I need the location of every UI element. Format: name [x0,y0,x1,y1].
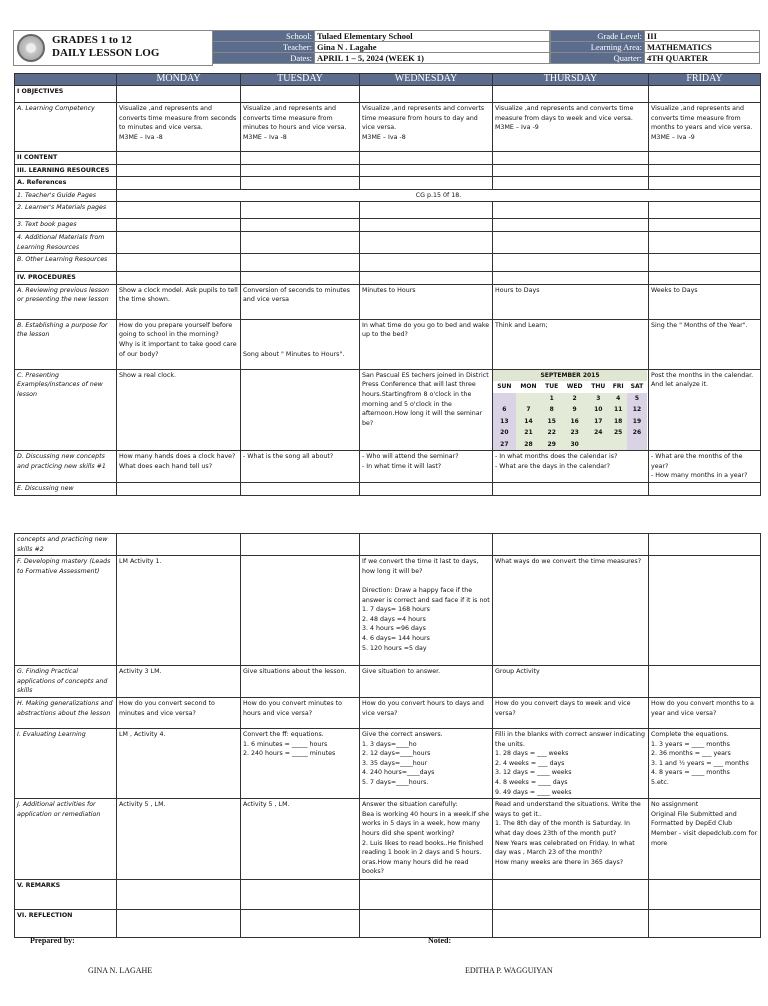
table-row [15,231,761,253]
calendar-day: 25 [609,427,626,439]
calendar-day: 1 [541,393,562,405]
calendar-day: 19 [627,416,647,428]
row-label: F. Developing mastery (Leads to Formative Assessment) [15,556,117,666]
cell-tuesday [241,880,360,910]
cell-friday [649,254,761,272]
calendar-day: 4 [609,393,626,405]
log-header [13,30,760,66]
cell-tuesday [241,369,360,451]
cell-tuesday [241,164,360,177]
row-label: H. Making generalizations and abstractions about the lesson [15,697,117,728]
cell-wednesday: Minutes to Hours [360,284,493,319]
cell-tuesday [241,202,360,219]
table-row [15,189,761,202]
table-row [15,202,761,219]
noted-label: Noted: [428,936,452,945]
lesson-table-page2 [14,533,761,938]
calendar-weekday: SUN [497,383,512,391]
cell-friday [649,202,761,219]
cell-monday [117,910,241,938]
calendar-day: 16 [562,416,587,428]
calendar-weekday: WED [566,383,583,391]
cell-thursday [493,272,649,285]
title-box [13,30,213,66]
calendar-weekday-row [493,381,647,393]
table-row [15,697,761,728]
calendar-day: 8 [541,404,562,416]
calendar [493,370,647,451]
table-row [15,799,761,880]
calendar-day: 20 [493,427,516,439]
cell-monday [117,152,241,165]
calendar-day: 15 [541,416,562,428]
cell-tuesday: Song about " Minutes to Hours". [241,319,360,369]
dates: APRIL 1 – 5, 2024 (WEEK 1) [315,53,550,64]
cell-friday: How do you convert months to a year and vice versa? [649,697,761,728]
calendar-day [587,439,609,451]
cell-thursday [493,534,649,556]
row-label: B. Other Learning Resources [15,254,117,272]
teacher-name: Gina N . Lagahe [315,42,550,53]
grade-level: III [645,31,760,42]
cell-monday [117,880,241,910]
cell-friday [649,152,761,165]
calendar-day: 17 [587,416,609,428]
calendar-day: 18 [609,416,626,428]
cell-monday: Show a clock model. Ask pupils to tell the time shown. [117,284,241,319]
calendar-day: 5 [627,393,647,405]
cell-wednesday: Give the correct answers. 1. 3 days=____ho 2. 12 days=____hours 3. 35 days=____hour 4. 240 hours=____days 5. 7 days=____hours. [360,728,493,798]
cell-wednesday: San Pascual ES techers joined in District Press Conference that will last three hours.Startingfrom 8 o'clock in the morning and 5 o'clock in the afternoon.How long it will the seminar be? [360,369,493,451]
cell-monday: LM Activity 1. [117,556,241,666]
cell-wednesday [360,534,493,556]
cell-tuesday: Convert the ff: equations. 1. 6 minutes = _____ hours 2. 240 hours = _____ minutes [241,728,360,798]
row-label: B. Establishing a purpose for the lesson [15,319,117,369]
cell-monday: How many hands does a clock have? What does each hand tell us? [117,451,241,483]
calendar-week-row [493,439,647,451]
calendar-day: 22 [541,427,562,439]
cell-monday [117,231,241,253]
cell-friday: Weeks to Days [649,284,761,319]
cell-tuesday: - What is the song all about? [241,451,360,483]
cell-tuesday [241,272,360,285]
cell-monday [117,177,241,190]
school-name: Tulaed Elementary School [315,31,550,42]
calendar-weekday: TUE [545,383,559,391]
quarter: 4TH QUARTER [645,53,760,64]
cell-friday: No assignment Original File Submitted and Formatted by DepEd Club Member - visit depedclub.com for more [649,799,761,880]
cell-tuesday: Visualize ,and represents and converts time measure from minutes to hours and vice versa. M3ME – Iva -8 [241,103,360,152]
calendar-day: 6 [493,404,516,416]
cell-friday [649,231,761,253]
cell-thursday [493,177,649,190]
row-label: A. Reviewing previous lesson or presenting the new lesson [15,284,117,319]
row-label: IV. PROCEDURES [15,272,117,285]
table-row [15,369,761,451]
row-label: 4. Additional Materials from Learning Resources [15,231,117,253]
cell-friday [649,556,761,666]
cell-wednesday: In what time do you go to bed and wake up to the bed? [360,319,493,369]
calendar-cell [493,369,649,451]
cell-wednesday [360,483,493,496]
row-label: A. References [15,177,117,190]
table-row [15,103,761,152]
cell-friday [649,534,761,556]
cell-thursday [493,483,649,496]
cell-friday: Visualize ,and represents and converts time measure from months to years and vice versa. M3ME – Iva -9 [649,103,761,152]
grade-info: Grade Level: III Learning Area: MATHEMATICS Quarter: 4TH QUARTER [550,30,760,64]
table-row [15,86,761,103]
row-label: A. Learning Competency [15,103,117,152]
day-header-thursday: THURSDAY [493,74,649,86]
cell-wednesday: Give situation to answer. [360,666,493,698]
cell-thursday [493,880,649,910]
cell-thursday: Filli in the blanks with correct answer indicating the units. 1. 28 days = ___ weeks 2. 4 weeks = ___ days 3. 12 days = ____ weeks 4. 8 weeks = ____ days 9. 49 days = ____ weeks [493,728,649,798]
cell-tuesday [241,556,360,666]
calendar-day: 13 [493,416,516,428]
cell-monday [117,86,241,103]
document-title: GRADES 1 to 12 DAILY LESSON LOG [52,34,160,59]
deped-seal-icon [17,34,45,62]
cell-thursday: - In what months does the calendar is? - What are the days in the calendar? [493,451,649,483]
calendar-day: 10 [587,404,609,416]
cell-wednesday: If we convert the time it last to days, how long it will be? Direction: Draw a happy face if the answer is correct and sad face if it is not 1. 7 days= 168 hours 2. 48 days =4 hours 3. 4 hours =96 days 4. 6 days= 144 hours 5. 120 hours =5 day [360,556,493,666]
table-row [15,284,761,319]
cell-monday [117,534,241,556]
day-header-wednesday: WEDNESDAY [360,74,493,86]
prepared-by-label: Prepared by: [30,936,75,945]
calendar-weekday: FRI [612,383,624,391]
cell-tuesday: How do you convert minutes to hours and vice versa? [241,697,360,728]
cell-friday: Post the months in the calendar. And let analyze it. [649,369,761,451]
cell-monday: Visualize ,and represents and converts time measure from seconds to minutes and vice versa. M3ME – Iva -8 [117,103,241,152]
calendar-title-row [493,370,647,382]
cell-friday [649,164,761,177]
cell-thursday: Group Activity [493,666,649,698]
cell-friday: Complete the equations. 1. 3 years = ____ months 2. 36 months = ___ years 3. 1 and ½ years = ___ months 4. 8 years = ____ months 5.etc. [649,728,761,798]
calendar-day: 26 [627,427,647,439]
row-label: 2. Learner's Materials pages [15,202,117,219]
calendar-day [627,439,647,451]
cell-monday [117,483,241,496]
cell-wednesday [360,254,493,272]
row-label: III. LEARNING RESOURCES [15,164,117,177]
day-header-row [15,74,761,86]
cell-tuesday [241,254,360,272]
cell-wednesday [360,272,493,285]
cell-wednesday: Answer the situation carefully: Bea is working 40 hours in a week.If she works in 5 days in a week, how many hours did she spent working? 2. Luis likes to read books..He finished reading 1 book in 2 days and 5 hours. oras.How many hours did he read books? [360,799,493,880]
calendar-day: 12 [627,404,647,416]
calendar-day: 23 [562,427,587,439]
cell-thursday: Think and Learn; [493,319,649,369]
school-info: School: Tulaed Elementary School Teacher: Gina N . Lagahe Dates: APRIL 1 – 5, 2024 (WEEK 1) [212,30,550,64]
cell-friday [649,483,761,496]
calendar-day: 2 [562,393,587,405]
calendar-day: 7 [516,404,542,416]
calendar-day: 9 [562,404,587,416]
row-label: I. Evaluating Learning [15,728,117,798]
cell-monday: Activity 3 LM. [117,666,241,698]
calendar-weekday: MON [520,383,537,391]
table-row [15,451,761,483]
table-row [15,254,761,272]
calendar-day: 27 [493,439,516,451]
cell-friday [649,272,761,285]
calendar-title: SEPTEMBER 2015 [493,370,647,382]
calendar-day: 14 [516,416,542,428]
cell-monday [117,202,241,219]
cell-friday: - What are the months of the year? - How many months in a year? [649,451,761,483]
table-row [15,666,761,698]
cell-monday: Activity 5 , LM. [117,799,241,880]
cell-friday: Sing the " Months of the Year". [649,319,761,369]
row-label: I OBJECTIVES [15,86,117,103]
learning-area: MATHEMATICS [645,42,760,53]
cell-tuesday [241,219,360,232]
calendar-day: 11 [609,404,626,416]
cell-friday [649,177,761,190]
cell-monday: Show a real clock. [117,369,241,451]
cell-wednesday: How do you convert hours to days and vice versa? [360,697,493,728]
cell-monday: How do you prepare yourself before going to school in the morning? Why is it important to take good care of our body? [117,319,241,369]
table-row [15,219,761,232]
table-row [15,319,761,369]
cell-wednesday [360,86,493,103]
cell-friday [649,880,761,910]
cell-thursday [493,254,649,272]
cell-wednesday [360,177,493,190]
cell-thursday: Visualize ,and represents and converts time measure from days to week and vice versa. M3ME – Iva -9 [493,103,649,152]
row-label: VI. REFLECTION [15,910,117,938]
row-label: 3. Text book pages [15,219,117,232]
cell-thursday [493,164,649,177]
cell-tuesday: Give situations about the lesson. [241,666,360,698]
cell-tuesday [241,231,360,253]
cell-monday [117,272,241,285]
noter-name: EDITHA P. WAGGUIYAN [465,966,553,975]
cell-tuesday [241,534,360,556]
row-label: G. Finding Practical applications of concepts and skills [15,666,117,698]
calendar-day: 29 [541,439,562,451]
calendar-weekday: SAT [630,383,644,391]
cell-thursday: How do you convert days to week and vice versa? [493,697,649,728]
corner-cell [15,74,117,86]
cell-monday [117,219,241,232]
cell-tuesday [241,483,360,496]
calendar-day: 24 [587,427,609,439]
cell-friday [649,666,761,698]
calendar-week-row [493,404,647,416]
cell-tuesday [241,86,360,103]
cell-monday: LM , Activity 4. [117,728,241,798]
cell-thursday: Hours to Days [493,284,649,319]
cell-monday: How do you convert second to minutes and vice versa? [117,697,241,728]
cell-tuesday [241,177,360,190]
cell-wednesday [360,202,493,219]
calendar-weekday: THU [591,383,606,391]
cell-wednesday: - Who will attend the seminar? - In what time it will last? [360,451,493,483]
row-label: D. Discussing new concepts and practicing new skills #1 [15,451,117,483]
cell-wednesday [360,910,493,938]
table-row [15,910,761,938]
table-row [15,152,761,165]
table-row [15,728,761,798]
cell-monday [117,254,241,272]
cell-wednesday [360,152,493,165]
table-row [15,272,761,285]
cell-thursday [493,910,649,938]
calendar-day [609,439,626,451]
cell-thursday [493,219,649,232]
calendar-week-row [493,393,647,405]
row-label: C. Presenting Examples/instances of new lesson [15,369,117,451]
calendar-day: 28 [516,439,542,451]
calendar-day: 30 [562,439,587,451]
cell-thursday [493,152,649,165]
cell-wednesday [360,219,493,232]
cell-thursday [493,202,649,219]
cell-wednesday [360,164,493,177]
cell-tuesday [241,152,360,165]
table-row [15,177,761,190]
preparer-name: GINA N. LAGAHE [88,966,153,975]
cell-thursday: What ways do we convert the time measures? [493,556,649,666]
calendar-day [493,393,516,405]
cell-wednesday [360,880,493,910]
table-row [15,556,761,666]
cell-monday [117,164,241,177]
table-row [15,880,761,910]
cell-friday [649,219,761,232]
row-label: E. Discussing new [15,483,117,496]
table-row [15,164,761,177]
row-label: 1. Teacher's Guide Pages [15,189,117,202]
cell-tuesday [241,910,360,938]
row-label: II CONTENT [15,152,117,165]
calendar-day: 21 [516,427,542,439]
calendar-week-row [493,427,647,439]
day-header-monday: MONDAY [117,74,241,86]
cell-friday [649,910,761,938]
calendar-day: 3 [587,393,609,405]
calendar-week-row [493,416,647,428]
merged-cell: CG p.15 0f 18. [117,189,761,202]
row-label: concepts and practicing new skills #2 [15,534,117,556]
row-label: J. Additional activities for application or remediation [15,799,117,880]
cell-tuesday: Activity 5 , LM. [241,799,360,880]
row-label: V. REMARKS [15,880,117,910]
cell-thursday [493,231,649,253]
cell-wednesday: Visualize ,and represents and converts time measure from hours to day and vice versa. M3ME – Iva -8 [360,103,493,152]
day-header-friday: FRIDAY [649,74,761,86]
calendar-day [516,393,542,405]
day-header-tuesday: TUESDAY [241,74,360,86]
table-row [15,534,761,556]
lesson-table-page1 [14,73,761,496]
cell-thursday [493,86,649,103]
cell-friday [649,86,761,103]
cell-thursday: Read and understand the situations. Write the ways to get it.. 1. The 8th day of the month is Saturday. In what day does 23th of the month put? New Years was celebrated on Friday. In what day was , March 23 of the month? How many weeks are there in 365 days? [493,799,649,880]
table-row [15,483,761,496]
cell-tuesday: Conversion of seconds to minutes and vice versa [241,284,360,319]
cell-wednesday [360,231,493,253]
